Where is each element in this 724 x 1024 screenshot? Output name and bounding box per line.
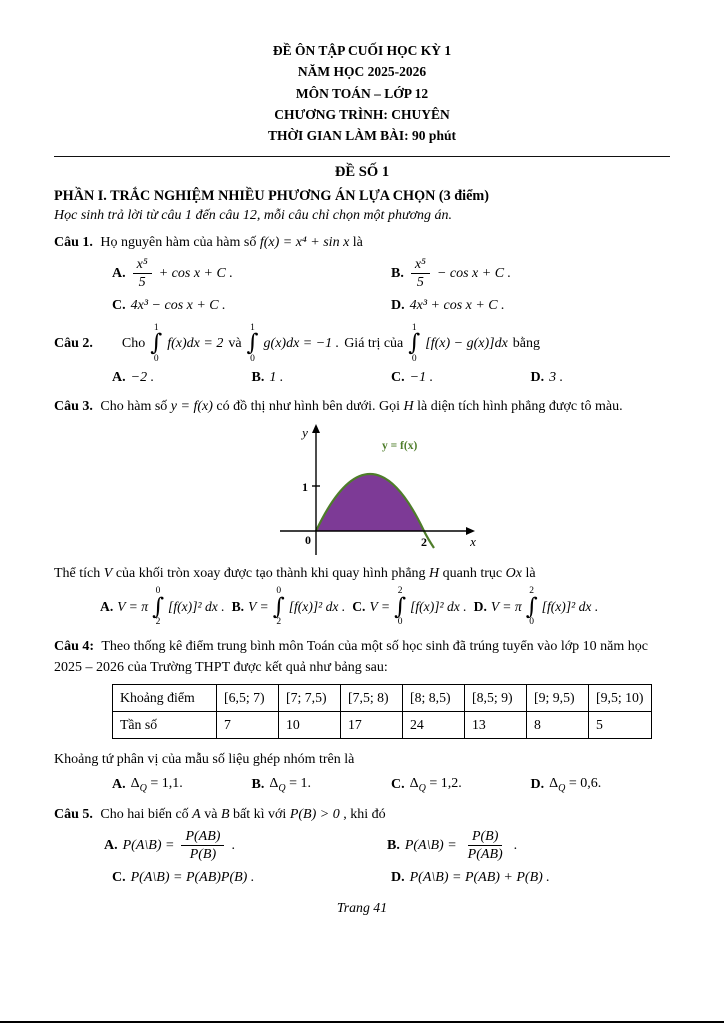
option-2c bbox=[391, 367, 531, 388]
question-4 bbox=[54, 636, 670, 796]
option-4c-label: C. bbox=[391, 776, 405, 792]
question-2 bbox=[54, 324, 670, 389]
integral-sign: ∫ bbox=[150, 330, 163, 357]
option-1b-label: B. bbox=[391, 266, 404, 282]
option-4c-value bbox=[410, 773, 462, 796]
integral-upper-bound: 1 bbox=[153, 322, 159, 333]
fraction-numerator: x⁵ bbox=[411, 256, 430, 275]
option-5b bbox=[387, 828, 670, 864]
header-divider bbox=[54, 156, 670, 157]
part-1-heading: PHẦN I. TRẮC NGHIỆM NHIỀU PHƯƠNG ÁN LỰA CHỌN (3 điểm) bbox=[54, 187, 489, 204]
integral-upper-bound: 2 bbox=[529, 586, 535, 597]
option-3b-body: [f(x)]² dx . bbox=[288, 599, 346, 615]
question-5-text: Cho hai biến cố bbox=[100, 806, 189, 822]
table-cell: [6,5; 7) bbox=[217, 684, 279, 711]
option-3c-label: C. bbox=[352, 599, 366, 615]
question-1-text-end: là bbox=[352, 234, 363, 250]
question-1-options-row-1 bbox=[112, 256, 670, 292]
delta-subscript: Q bbox=[418, 782, 426, 794]
option-3a-body: [f(x)]² dx . bbox=[168, 599, 225, 615]
question-2-text-end: bằng bbox=[512, 335, 541, 351]
question-3-volume-mid-2: quanh trục bbox=[442, 566, 503, 582]
page-number: Trang 41 bbox=[336, 899, 388, 915]
fraction bbox=[133, 256, 152, 292]
integral-upper-bound: 0 bbox=[155, 586, 161, 597]
question-3-text-2: có đồ thị như hình bên dưới. Gọi bbox=[216, 399, 400, 415]
question-2-label: Câu 2. bbox=[54, 335, 93, 351]
table-row bbox=[113, 684, 652, 711]
option-3a-label: A. bbox=[100, 599, 114, 615]
question-1-options-row-2 bbox=[112, 295, 670, 316]
delta-symbol: Δ bbox=[269, 775, 279, 791]
question-2-stem bbox=[54, 324, 670, 365]
fraction-numerator: P(AB) bbox=[181, 828, 224, 847]
question-4-label: Câu 4: bbox=[54, 638, 95, 654]
delta-symbol: Δ bbox=[409, 775, 419, 791]
integral bbox=[247, 324, 259, 365]
option-3d-body: [f(x)]² dx . bbox=[541, 599, 599, 615]
option-2d-label: D. bbox=[530, 370, 545, 386]
question-5-math-3: P(B) > 0 bbox=[289, 806, 340, 822]
question-5-math-2: B bbox=[220, 806, 230, 822]
table-row-header: Khoảng điểm bbox=[113, 684, 217, 711]
option-5d-math: P(A\B) = P(AB) + P(B) . bbox=[409, 869, 550, 885]
delta-symbol: Δ bbox=[549, 775, 559, 791]
table-cell: [7; 7,5) bbox=[279, 684, 341, 711]
exam-title: ĐỀ SỐ 1 bbox=[334, 163, 390, 180]
question-5-label: Câu 5. bbox=[54, 806, 93, 822]
option-1c-math: 4x³ − cos x + C . bbox=[130, 297, 226, 313]
option-4c bbox=[391, 773, 531, 796]
table-cell: [7,5; 8) bbox=[341, 684, 403, 711]
option-2a-label: A. bbox=[112, 370, 126, 386]
integral-upper-bound: 2 bbox=[397, 586, 403, 597]
option-3a-pre: V = π bbox=[117, 599, 149, 615]
option-4a bbox=[112, 773, 252, 796]
question-3-label: Câu 3. bbox=[54, 399, 93, 415]
delta-value: = 1. bbox=[289, 775, 311, 791]
option-3b bbox=[232, 587, 346, 628]
curve-label: y = f(x) bbox=[382, 440, 418, 453]
integral-lower-bound: 0 bbox=[529, 617, 535, 628]
question-3-volume-text bbox=[54, 563, 670, 584]
option-1b-math: − cos x + C . bbox=[436, 266, 512, 282]
option-4a-label: A. bbox=[112, 776, 126, 792]
delta-subscript: Q bbox=[558, 782, 566, 794]
question-5-options-row-1 bbox=[104, 828, 670, 864]
option-4d bbox=[531, 773, 671, 796]
integral-lower-bound: 2 bbox=[276, 617, 282, 628]
table-cell: [8,5; 9) bbox=[465, 684, 527, 711]
table-cell: 8 bbox=[527, 711, 589, 738]
table-cell: 24 bbox=[403, 711, 465, 738]
option-5c-math: P(A\B) = P(AB)P(B) . bbox=[130, 869, 255, 885]
option-4d-label: D. bbox=[530, 776, 545, 792]
integral bbox=[150, 324, 162, 365]
frequency-table bbox=[112, 684, 652, 739]
question-5-options-row-2 bbox=[112, 867, 670, 888]
integral-upper-bound: 0 bbox=[276, 586, 282, 597]
question-2-math-3: [f(x) − g(x)]dx bbox=[425, 335, 508, 351]
question-4-text: Theo thống kê điểm trung bình môn Toán của một số học sinh đã trúng tuyển vào lớp 10 năm học 2025 – 2026 của Trường THPT được kết quả như bảng sau: bbox=[54, 638, 648, 675]
fraction bbox=[464, 828, 507, 864]
option-1d-label: D. bbox=[391, 297, 405, 313]
fraction-numerator: P(B) bbox=[468, 828, 502, 847]
question-2-options bbox=[112, 367, 670, 388]
table-cell: 17 bbox=[341, 711, 403, 738]
fraction-denominator: P(AB) bbox=[467, 847, 503, 863]
integral-sign: ∫ bbox=[525, 593, 538, 620]
integral-sign: ∫ bbox=[394, 593, 407, 620]
question-1 bbox=[54, 232, 670, 316]
function-graph bbox=[276, 421, 480, 561]
y-axis-arrow-icon bbox=[312, 424, 320, 433]
integral-sign: ∫ bbox=[246, 330, 259, 357]
header-line-3: MÔN TOÁN – LỚP 12 bbox=[295, 85, 429, 101]
option-3c bbox=[352, 587, 466, 628]
integral-lower-bound: 0 bbox=[250, 353, 255, 364]
question-5-stem bbox=[54, 804, 670, 825]
option-5b-tail: . bbox=[513, 838, 518, 854]
x-axis-label: x bbox=[470, 534, 476, 550]
delta-symbol: Δ bbox=[130, 775, 140, 791]
question-3-volume-math-1: V bbox=[103, 566, 113, 582]
header-line-5: THỜI GIAN LÀM BÀI: 90 phút bbox=[268, 128, 456, 144]
x-tick-label: 2 bbox=[421, 535, 427, 550]
option-1a bbox=[112, 256, 391, 292]
integral bbox=[394, 587, 406, 628]
fraction-denominator: 5 bbox=[416, 275, 424, 291]
question-5-text-end: , khi đó bbox=[343, 806, 386, 822]
question-4-options bbox=[112, 773, 670, 796]
question-5-math-1: A bbox=[192, 806, 201, 822]
option-2a bbox=[112, 367, 252, 388]
question-1-text: Họ nguyên hàm của hàm số bbox=[100, 234, 257, 250]
option-4a-value bbox=[131, 773, 183, 796]
fraction-denominator: P(B) bbox=[189, 847, 217, 863]
integral bbox=[273, 587, 285, 628]
header-line-4: CHƯƠNG TRÌNH: CHUYÊN bbox=[274, 106, 450, 122]
option-3d-pre: V = π bbox=[490, 599, 522, 615]
table-cell: [9; 9,5) bbox=[527, 684, 589, 711]
integral-lower-bound: 0 bbox=[153, 353, 159, 364]
option-5b-label: B. bbox=[387, 838, 400, 854]
option-2d bbox=[531, 367, 671, 388]
question-3-figure bbox=[276, 421, 670, 561]
table-cell: [9,5; 10) bbox=[589, 684, 652, 711]
fraction-denominator: 5 bbox=[138, 275, 146, 291]
table-row bbox=[113, 711, 652, 738]
option-3c-body: [f(x)]² dx . bbox=[410, 599, 467, 615]
table-row-header: Tần số bbox=[113, 711, 217, 738]
delta-value: = 1,1. bbox=[150, 775, 183, 791]
question-3-volume-math-2: H bbox=[429, 566, 440, 582]
question-2-text-3: Giá trị của bbox=[344, 335, 404, 351]
question-5-text-3: bất kì với bbox=[233, 806, 287, 822]
option-3d-label: D. bbox=[473, 599, 487, 615]
question-2-text: Cho bbox=[121, 335, 146, 351]
option-3b-label: B. bbox=[231, 599, 245, 615]
option-5a-tail: . bbox=[231, 838, 235, 854]
part-1-instruction: Học sinh trả lời từ câu 1 đến câu 12, mỗi câu chỉ chọn một phương án. bbox=[54, 207, 453, 223]
question-1-math: f(x) = x⁴ + sin x bbox=[259, 234, 350, 250]
integral-lower-bound: 2 bbox=[155, 617, 161, 628]
question-3 bbox=[54, 396, 670, 628]
question-3-text: Cho hàm số bbox=[100, 399, 168, 415]
delta-value: = 0,6. bbox=[568, 775, 602, 791]
question-3-volume-pre: Thể tích bbox=[54, 566, 101, 582]
delta-value: = 1,2. bbox=[429, 775, 462, 791]
question-3-volume-end: là bbox=[525, 566, 536, 582]
question-3-math-2: H bbox=[403, 399, 414, 415]
table-cell: 7 bbox=[217, 711, 279, 738]
table-cell: [8; 8,5) bbox=[403, 684, 465, 711]
option-1c-label: C. bbox=[112, 297, 126, 313]
integral-sign: ∫ bbox=[272, 593, 285, 620]
option-3a bbox=[100, 587, 225, 628]
option-5c-label: C. bbox=[112, 869, 126, 885]
integral bbox=[526, 587, 538, 628]
option-5d-label: D. bbox=[391, 869, 405, 885]
question-4-question: Khoảng tứ phân vị của mẫu số liệu ghép nhóm trên là bbox=[54, 751, 355, 767]
fraction-numerator: x⁵ bbox=[133, 256, 152, 275]
integral-lower-bound: 0 bbox=[411, 353, 417, 364]
integral-sign: ∫ bbox=[408, 330, 421, 357]
integral-lower-bound: 0 bbox=[397, 617, 403, 628]
option-3b-pre: V = bbox=[248, 599, 269, 615]
question-5-text-2: và bbox=[204, 806, 218, 822]
delta-subscript: Q bbox=[278, 782, 286, 794]
integral bbox=[408, 324, 420, 365]
option-4d-value bbox=[549, 773, 601, 796]
integral bbox=[152, 587, 164, 628]
question-1-label: Câu 1. bbox=[54, 234, 93, 250]
option-2c-value: −1 . bbox=[409, 370, 434, 386]
option-2b-value: 1 . bbox=[269, 370, 284, 386]
y-axis-label: y bbox=[302, 425, 308, 441]
question-3-volume-math-3: Ox bbox=[505, 566, 522, 582]
option-5b-lhs: P(A\B) = bbox=[404, 838, 457, 854]
header-line-1: ĐỀ ÔN TẬP CUỐI HỌC KỲ 1 bbox=[272, 43, 452, 58]
page-bottom-edge bbox=[0, 1021, 724, 1023]
question-3-options bbox=[100, 587, 670, 628]
option-2b-label: B. bbox=[251, 370, 265, 386]
origin-label: 0 bbox=[305, 533, 311, 548]
option-5c bbox=[112, 867, 391, 888]
option-5a-label: A. bbox=[104, 838, 118, 854]
option-3d bbox=[474, 587, 599, 628]
question-1-stem bbox=[54, 232, 670, 253]
question-3-volume-mid-1: của khối tròn xoay được tạo thành khi quay hình phẳng bbox=[115, 566, 426, 582]
question-4-stem bbox=[54, 636, 670, 678]
option-3c-pre: V = bbox=[369, 599, 391, 615]
delta-subscript: Q bbox=[139, 782, 147, 794]
option-1a-math: + cos x + C . bbox=[158, 266, 233, 282]
fraction bbox=[181, 828, 224, 864]
option-5a-lhs: P(A\B) = bbox=[122, 838, 175, 854]
option-1d bbox=[391, 295, 670, 316]
option-2d-value: 3 . bbox=[549, 370, 564, 386]
option-4b bbox=[252, 773, 392, 796]
question-3-stem bbox=[54, 396, 670, 417]
fraction bbox=[411, 256, 430, 292]
option-2c-label: C. bbox=[391, 370, 405, 386]
question-3-math-1: y = f(x) bbox=[170, 399, 213, 415]
y-tick-label: 1 bbox=[302, 480, 308, 495]
document-header bbox=[54, 40, 670, 147]
option-2a-value: −2 . bbox=[130, 370, 155, 386]
option-5d bbox=[391, 867, 670, 888]
option-1a-label: A. bbox=[112, 266, 126, 282]
option-5a bbox=[104, 828, 387, 864]
header-line-2: NĂM HỌC 2025-2026 bbox=[297, 64, 427, 80]
option-1c bbox=[112, 295, 391, 316]
option-2b bbox=[252, 367, 392, 388]
option-4b-label: B. bbox=[251, 776, 265, 792]
question-3-text-end: là diện tích hình phẳng được tô màu. bbox=[417, 399, 623, 415]
integral-upper-bound: 1 bbox=[411, 322, 417, 333]
table-cell: 13 bbox=[465, 711, 527, 738]
question-2-text-2: và bbox=[228, 335, 242, 351]
option-1b bbox=[391, 256, 670, 292]
integral-upper-bound: 1 bbox=[250, 322, 255, 333]
question-2-math-2: g(x)dx = −1 . bbox=[263, 335, 340, 351]
question-5 bbox=[54, 804, 670, 888]
table-cell: 5 bbox=[589, 711, 652, 738]
question-2-math-1: f(x)dx = 2 bbox=[167, 335, 224, 351]
integral-sign: ∫ bbox=[152, 593, 165, 620]
option-4b-value bbox=[269, 773, 311, 796]
table-cell: 10 bbox=[279, 711, 341, 738]
option-1d-math: 4x³ + cos x + C . bbox=[409, 297, 505, 313]
